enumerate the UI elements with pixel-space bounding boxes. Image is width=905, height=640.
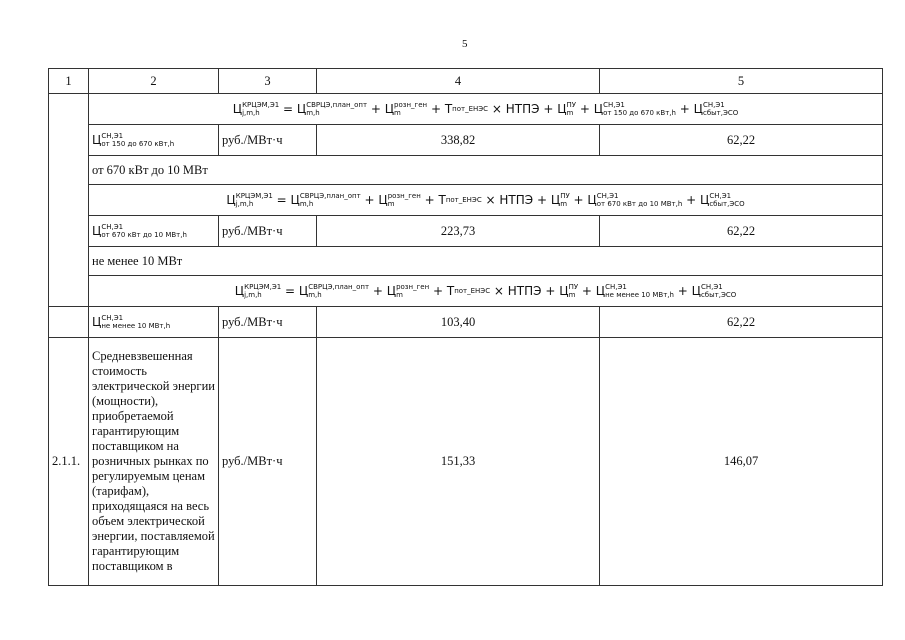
price-formula (89, 185, 883, 216)
formula-term: НТПЭ (505, 101, 540, 116)
component-symbol: ЦСН,Э1 от 670 кВт до 10 МВт,h (92, 223, 187, 240)
value-col-5: 62,22 (600, 125, 883, 156)
plus-sign: + (367, 101, 385, 116)
price-formula (89, 94, 883, 125)
formula-lhs: ЦКРЦЭМ,Э1 j,m,h (232, 101, 280, 118)
formula-lhs: ЦКРЦЭМ,Э1 j,m,h (226, 192, 273, 209)
formula-term: ЦСВРЦЭ,план_опт m,h (296, 101, 368, 118)
value-col-5: 62,22 (600, 307, 883, 338)
plus-sign: + (541, 283, 560, 298)
component-symbol: ЦСН,Э1 не менее 10 МВт,h (92, 314, 171, 331)
header-row (49, 69, 883, 94)
formula-term: ЦСН,Э1 сбыт,ЭСО (693, 101, 739, 118)
component-label (89, 307, 219, 338)
value-col-4: 103,40 (317, 307, 600, 338)
header-col-4: 4 (317, 69, 600, 94)
plus-sign: + (429, 283, 447, 298)
value-col-5: 62,22 (600, 216, 883, 247)
component-label (89, 125, 219, 156)
header-col-2: 2 (89, 69, 219, 94)
header-col-5: 5 (600, 69, 883, 94)
formula-term: Црозн_ген m (378, 192, 421, 209)
component-label (89, 216, 219, 247)
header-col-3: 3 (219, 69, 317, 94)
formula-term: НТПЭ (507, 283, 542, 298)
formula-lhs: ЦКРЦЭМ,Э1 j,m,h (234, 283, 282, 300)
values-row (49, 125, 883, 156)
formula-term: Тпот_ЕНЭС (438, 192, 482, 207)
page-number: 5 (462, 38, 468, 50)
formula-term: ЦСН,Э1 от 670 кВт до 10 МВт,h (587, 192, 683, 209)
formula-term: Црозн_ген m (386, 283, 430, 300)
merged-blank-cell (49, 94, 89, 307)
row-number: 2.1.1. (49, 338, 89, 586)
plus-sign: + (369, 283, 387, 298)
plus-sign: + (569, 192, 588, 207)
section-heading: от 670 кВт до 10 МВт (89, 156, 883, 185)
value-col-4: 151,33 (317, 338, 600, 586)
formula-term: ЦСВРЦЭ,план_опт m,h (290, 192, 361, 209)
unit-cell: руб./МВт·ч (219, 307, 317, 338)
values-row (49, 216, 883, 247)
equals-sign: = (281, 283, 299, 298)
formula-term: ЦСН,Э1 не менее 10 МВт,h (595, 283, 674, 300)
component-symbol: ЦСН,Э1 от 150 до 670 кВт,h (92, 132, 175, 149)
tariff-table (48, 68, 883, 586)
plus-sign: + (675, 101, 694, 116)
times-sign: × (488, 101, 506, 116)
times-sign: × (481, 192, 500, 207)
formula-term: ЦСН,Э1 от 150 до 670 кВт,h (593, 101, 676, 118)
section-heading-row (49, 247, 883, 276)
plus-sign: + (420, 192, 439, 207)
equals-sign: = (279, 101, 297, 116)
price-formula (89, 276, 883, 307)
value-col-4: 338,82 (317, 125, 600, 156)
plus-sign: + (539, 101, 558, 116)
value-col-5: 146,07 (600, 338, 883, 586)
formula-term: Тпот_ЕНЭС (444, 101, 489, 116)
row-description: Средневзвешенная стоимость электрической энергии (мощности), приобретаемой гарантирующим поставщиком на розничных рынках по регулируемым ценам (тарифам), приходящаяся на весь объем электрической энергии, поставляемой гарантирующим поставщиком в (89, 338, 219, 586)
formula-row (49, 185, 883, 216)
formula-term: ЦПУ m (557, 101, 577, 118)
times-sign: × (490, 283, 508, 298)
value-col-4: 223,73 (317, 216, 600, 247)
values-row (49, 307, 883, 338)
plus-sign: + (533, 192, 551, 207)
unit-cell: руб./МВт·ч (219, 216, 317, 247)
plus-sign: + (578, 283, 596, 298)
formula-term: ЦПУ m (550, 192, 570, 209)
plus-sign: + (360, 192, 379, 207)
unit-cell: руб./МВт·ч (219, 125, 317, 156)
formula-row (49, 94, 883, 125)
plus-sign: + (576, 101, 594, 116)
equals-sign: = (272, 192, 291, 207)
section-heading: не менее 10 МВт (89, 247, 883, 276)
unit-cell: руб./МВт·ч (219, 338, 317, 586)
plus-sign: + (682, 192, 700, 207)
formula-term: ЦСВРЦЭ,план_опт m,h (298, 283, 370, 300)
formula-term: НТПЭ (499, 192, 534, 207)
plus-sign: + (673, 283, 692, 298)
header-col-1: 1 (49, 69, 89, 94)
formula-row (49, 276, 883, 307)
row-2-1-1 (49, 338, 883, 586)
formula-term: Црозн_ген m (384, 101, 428, 118)
plus-sign: + (427, 101, 445, 116)
formula-term: ЦСН,Э1 сбыт,ЭСО (700, 192, 745, 209)
formula-term: Тпот_ЕНЭС (446, 283, 491, 298)
formula-term: ЦПУ m (559, 283, 579, 300)
section-heading-row (49, 156, 883, 185)
formula-term: ЦСН,Э1 сбыт,ЭСО (691, 283, 737, 300)
merged-blank-cell-end (49, 307, 89, 338)
